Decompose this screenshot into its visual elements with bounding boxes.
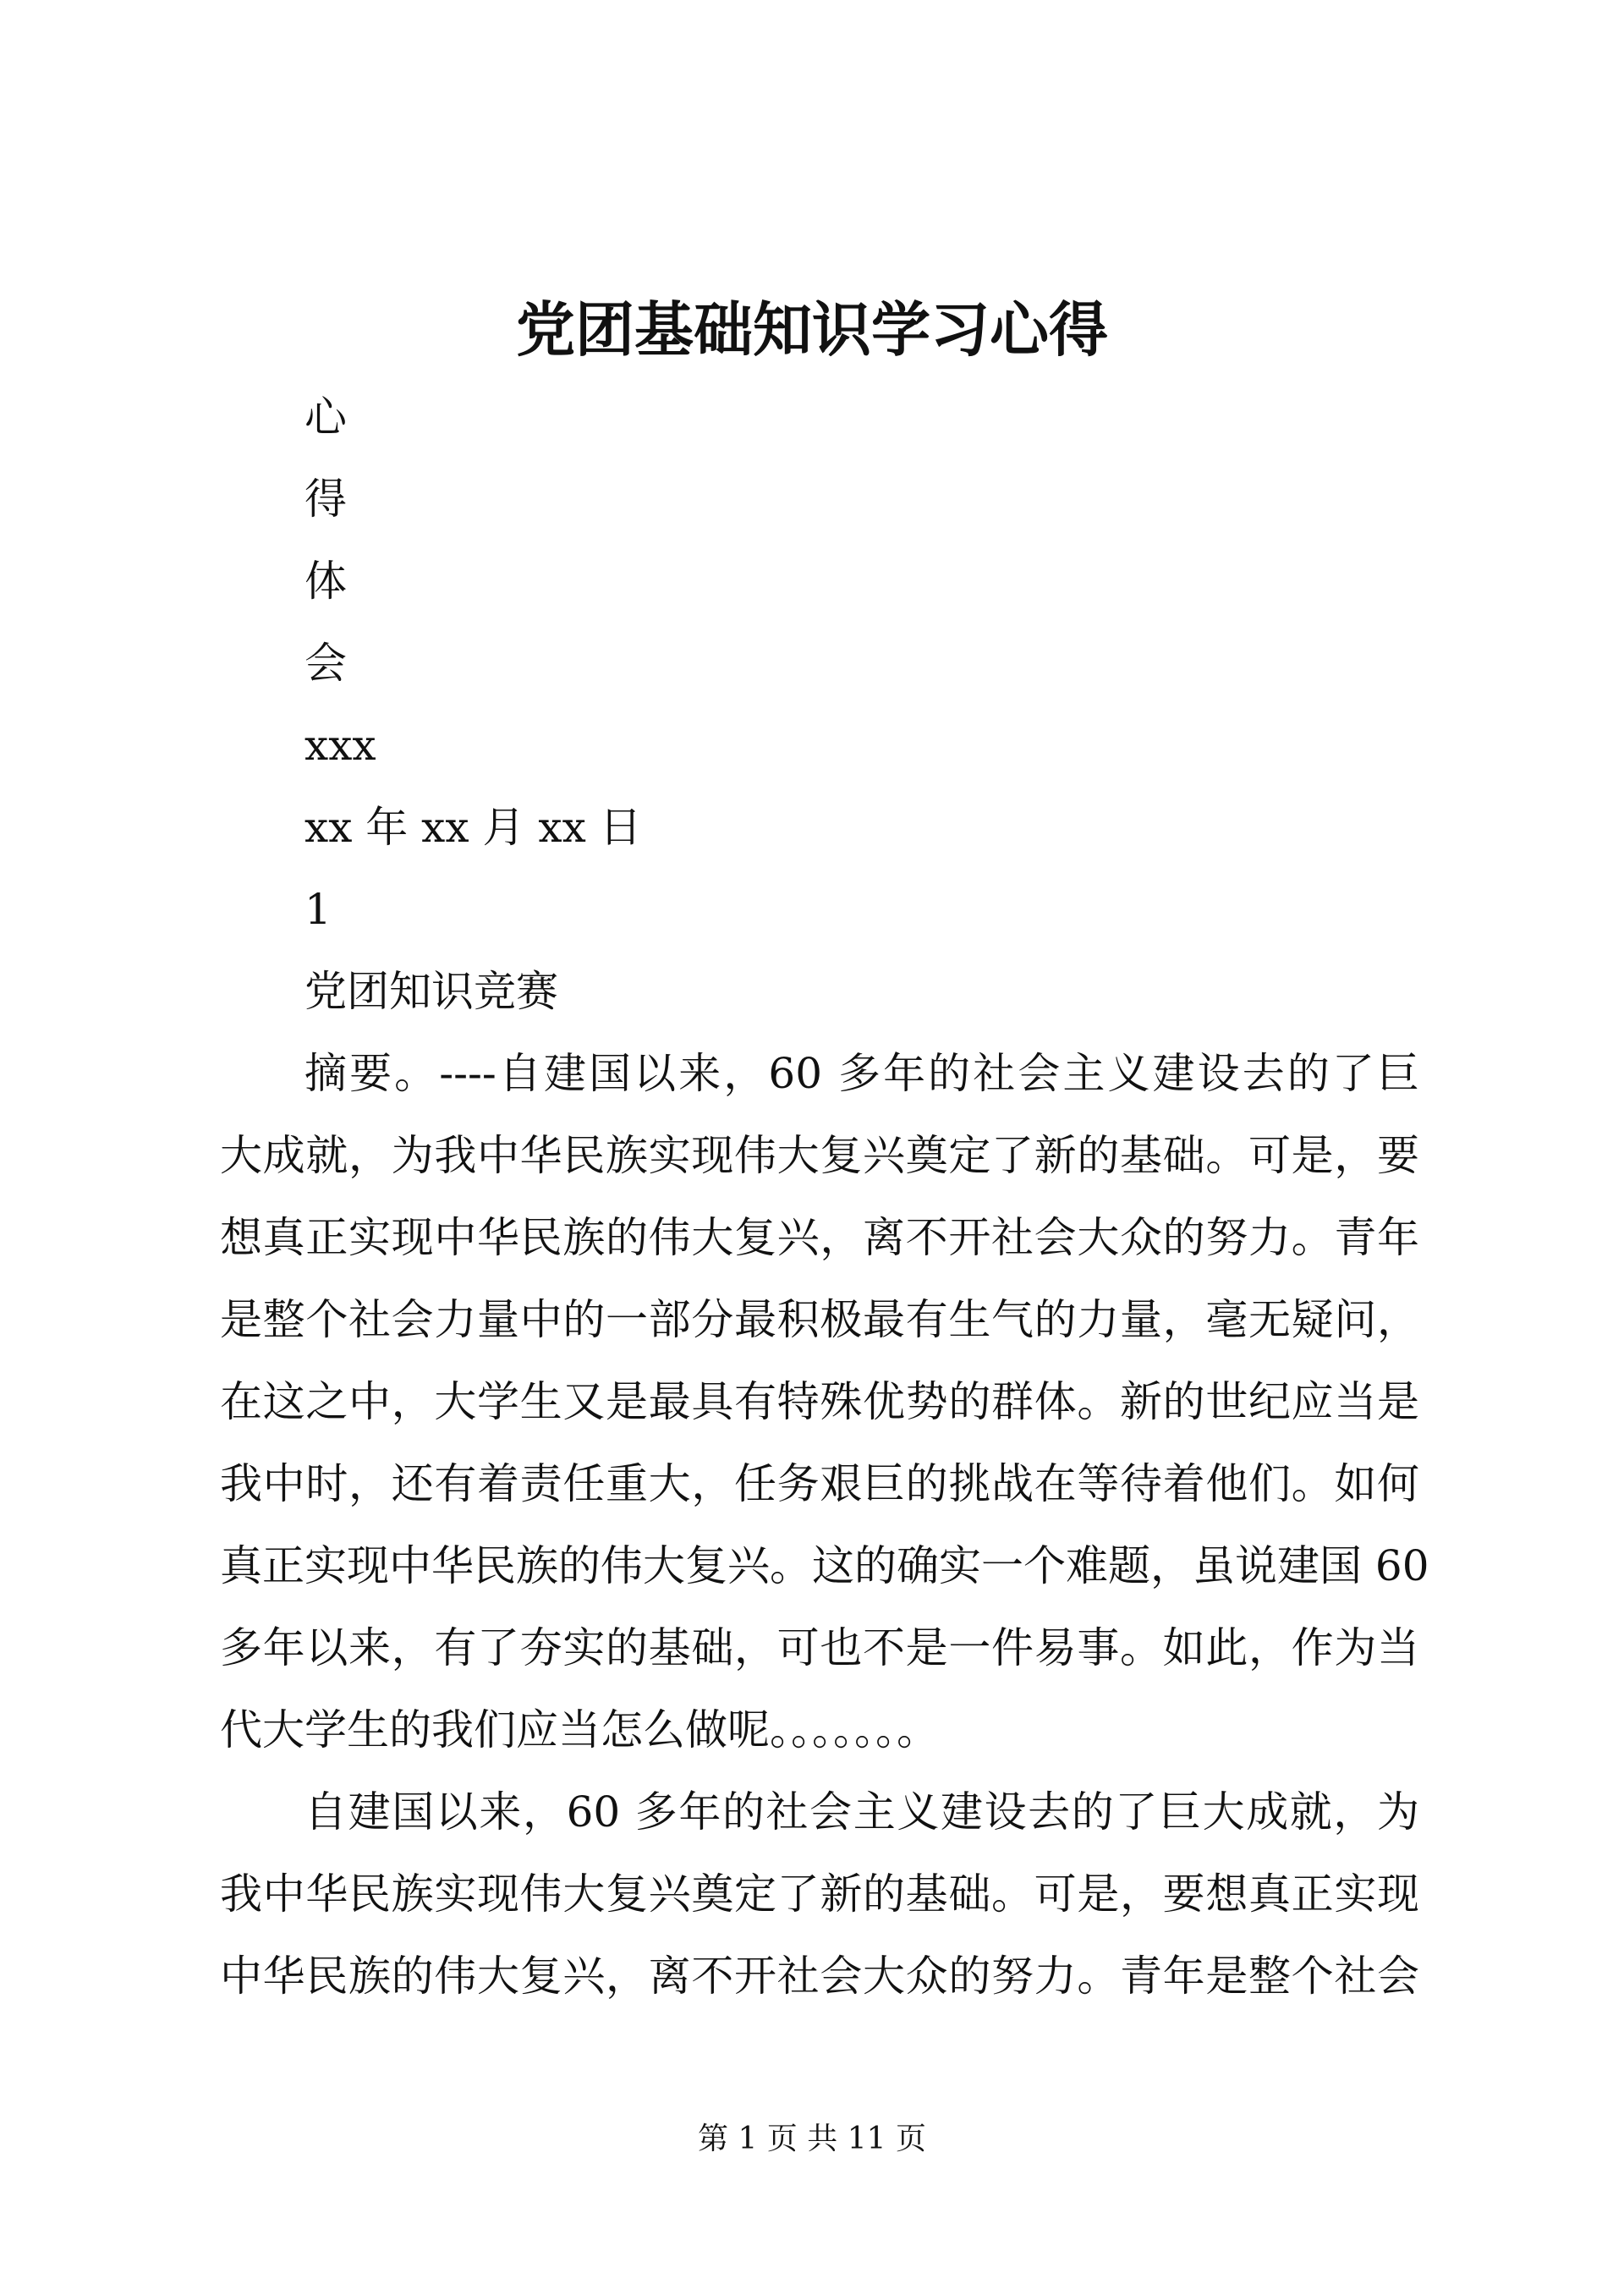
abstract-line: 代大学生的我们应当怎么做呢。。。。。。。 (220, 1705, 939, 1754)
section-heading: 党团知识竞赛 (304, 967, 558, 1016)
abstract-line: 我中时，还有着责任重大，任务艰巨的挑战在等待着他们。如何 (220, 1459, 1419, 1508)
document-body (220, 376, 1429, 2018)
cover-line: 会 (304, 639, 347, 688)
paragraph-line: 我中华民族实现伟大复兴奠定了新的基础。可是，要想真正实现 (220, 1869, 1419, 1919)
paragraph-line: 自建国以来，60 多年的社会主义建设去的了巨大成就，为 (304, 1787, 1419, 1837)
abstract-line: 大成就，为我中华民族实现伟大复兴奠定了新的基础。可是，要 (220, 1131, 1419, 1180)
abstract-line: 真正实现中华民族的伟大复兴。这的确实一个难题，虽说建国 60 (220, 1541, 1429, 1590)
abstract-line: 摘要。----自建国以来，60 多年的社会主义建设去的了巨 (304, 1049, 1419, 1098)
number-line: 1 (304, 885, 332, 934)
page-footer: 第 1 页 共 11 页 (698, 2122, 926, 2156)
cover-line: 得 (304, 475, 347, 524)
cover-line: 心 (304, 393, 347, 442)
abstract-line: 想真正实现中华民族的伟大复兴，离不开社会大众的努力。青年 (220, 1213, 1419, 1262)
author-line: xxx (304, 721, 376, 770)
paragraph-line: 中华民族的伟大复兴，离不开社会大众的努力。青年是整个社会 (220, 1952, 1419, 2001)
cover-line: 体 (304, 557, 347, 606)
abstract-line: 是整个社会力量中的一部分最积极最有生气的力量，毫无疑问， (220, 1295, 1419, 1344)
abstract-line: 在这之中，大学生又是最具有特殊优势的群体。新的世纪应当是 (220, 1377, 1419, 1426)
date-line: xx 年 xx 月 xx 日 (304, 803, 642, 852)
document-title: 党团基础知识学习心得 (516, 294, 1108, 365)
abstract-line: 多年以来，有了夯实的基础，可也不是一件易事。如此，作为当 (220, 1623, 1419, 1672)
